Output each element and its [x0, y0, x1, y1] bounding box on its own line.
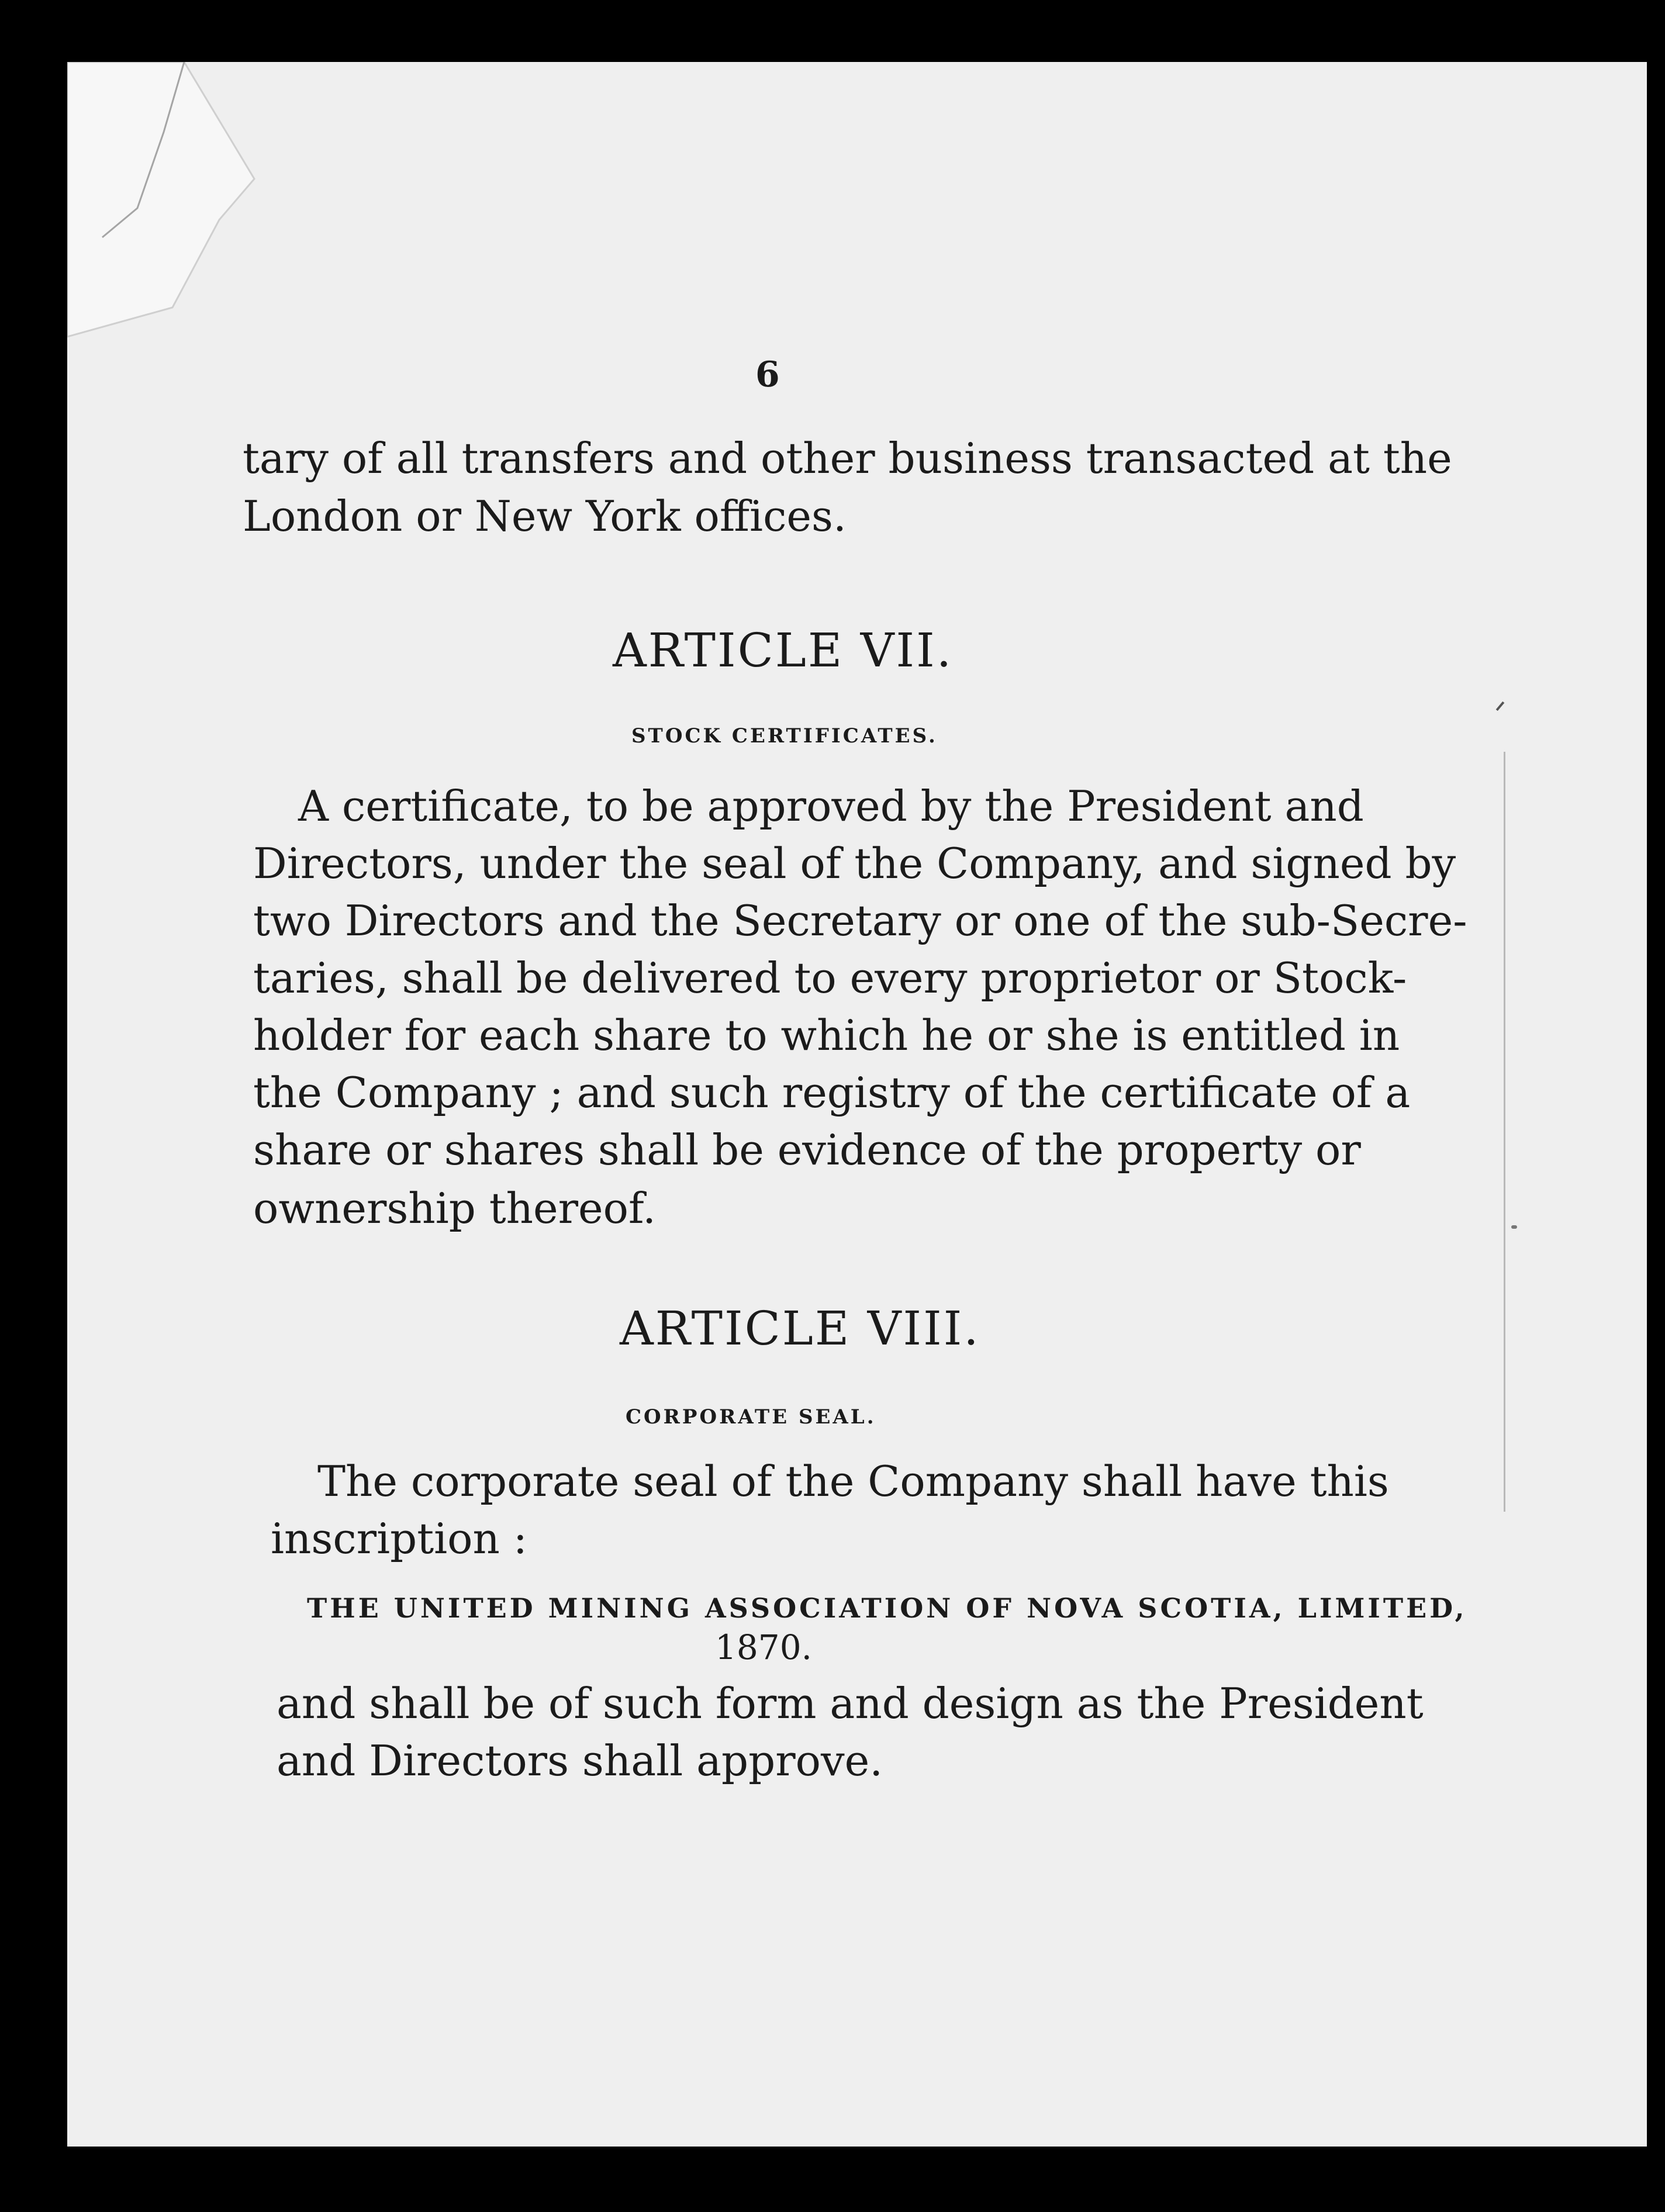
article-vii-heading: ARTICLE VII.	[613, 623, 954, 678]
article-viii-subheading: CORPORATE SEAL.	[626, 1405, 876, 1429]
article-viii-line-2: inscription :	[271, 1514, 528, 1563]
article-vii-line-1: A certificate, to be approved by the President and	[298, 782, 1364, 831]
article-viii-heading: ARTICLE VIII.	[620, 1301, 980, 1356]
article-vii-subheading: STOCK CERTIFICATES.	[631, 724, 938, 748]
seal-inscription: THE UNITED MINING ASSOCIATION OF NOVA SCOTIA, LIMITED,	[307, 1592, 1467, 1624]
article-viii-line-3: and shall be of such form and design as the President	[277, 1679, 1424, 1728]
article-vii-line-2: Directors, under the seal of the Company, and signed by	[253, 839, 1456, 888]
article-viii-line-4: and Directors shall approve.	[277, 1736, 883, 1785]
page-number: 6	[755, 354, 780, 395]
article-viii-line-1: The corporate seal of the Company shall have this	[317, 1457, 1389, 1506]
continuation-line-2: London or New York offices.	[243, 492, 847, 541]
document-page	[67, 62, 1647, 2147]
continuation-line-1: tary of all transfers and other business transacted at the	[243, 434, 1452, 483]
folded-corner-icon	[67, 62, 313, 366]
article-vii-line-3: two Directors and the Secretary or one of the sub-Secre-	[253, 896, 1467, 945]
margin-bleed-mark	[1504, 752, 1512, 1512]
seal-inscription-year: 1870.	[715, 1627, 813, 1667]
article-vii-line-8: ownership thereof.	[253, 1184, 656, 1233]
article-vii-line-6: the Company ; and such registry of the certificate of a	[253, 1068, 1411, 1117]
article-vii-line-7: share or shares shall be evidence of the property or	[253, 1125, 1361, 1174]
article-vii-line-5: holder for each share to which he or she is entitled in	[253, 1011, 1400, 1060]
paper-speck	[1496, 701, 1505, 711]
paper-speck	[1511, 1225, 1517, 1229]
article-vii-line-4: taries, shall be delivered to every proprietor or Stock-	[253, 953, 1407, 1003]
